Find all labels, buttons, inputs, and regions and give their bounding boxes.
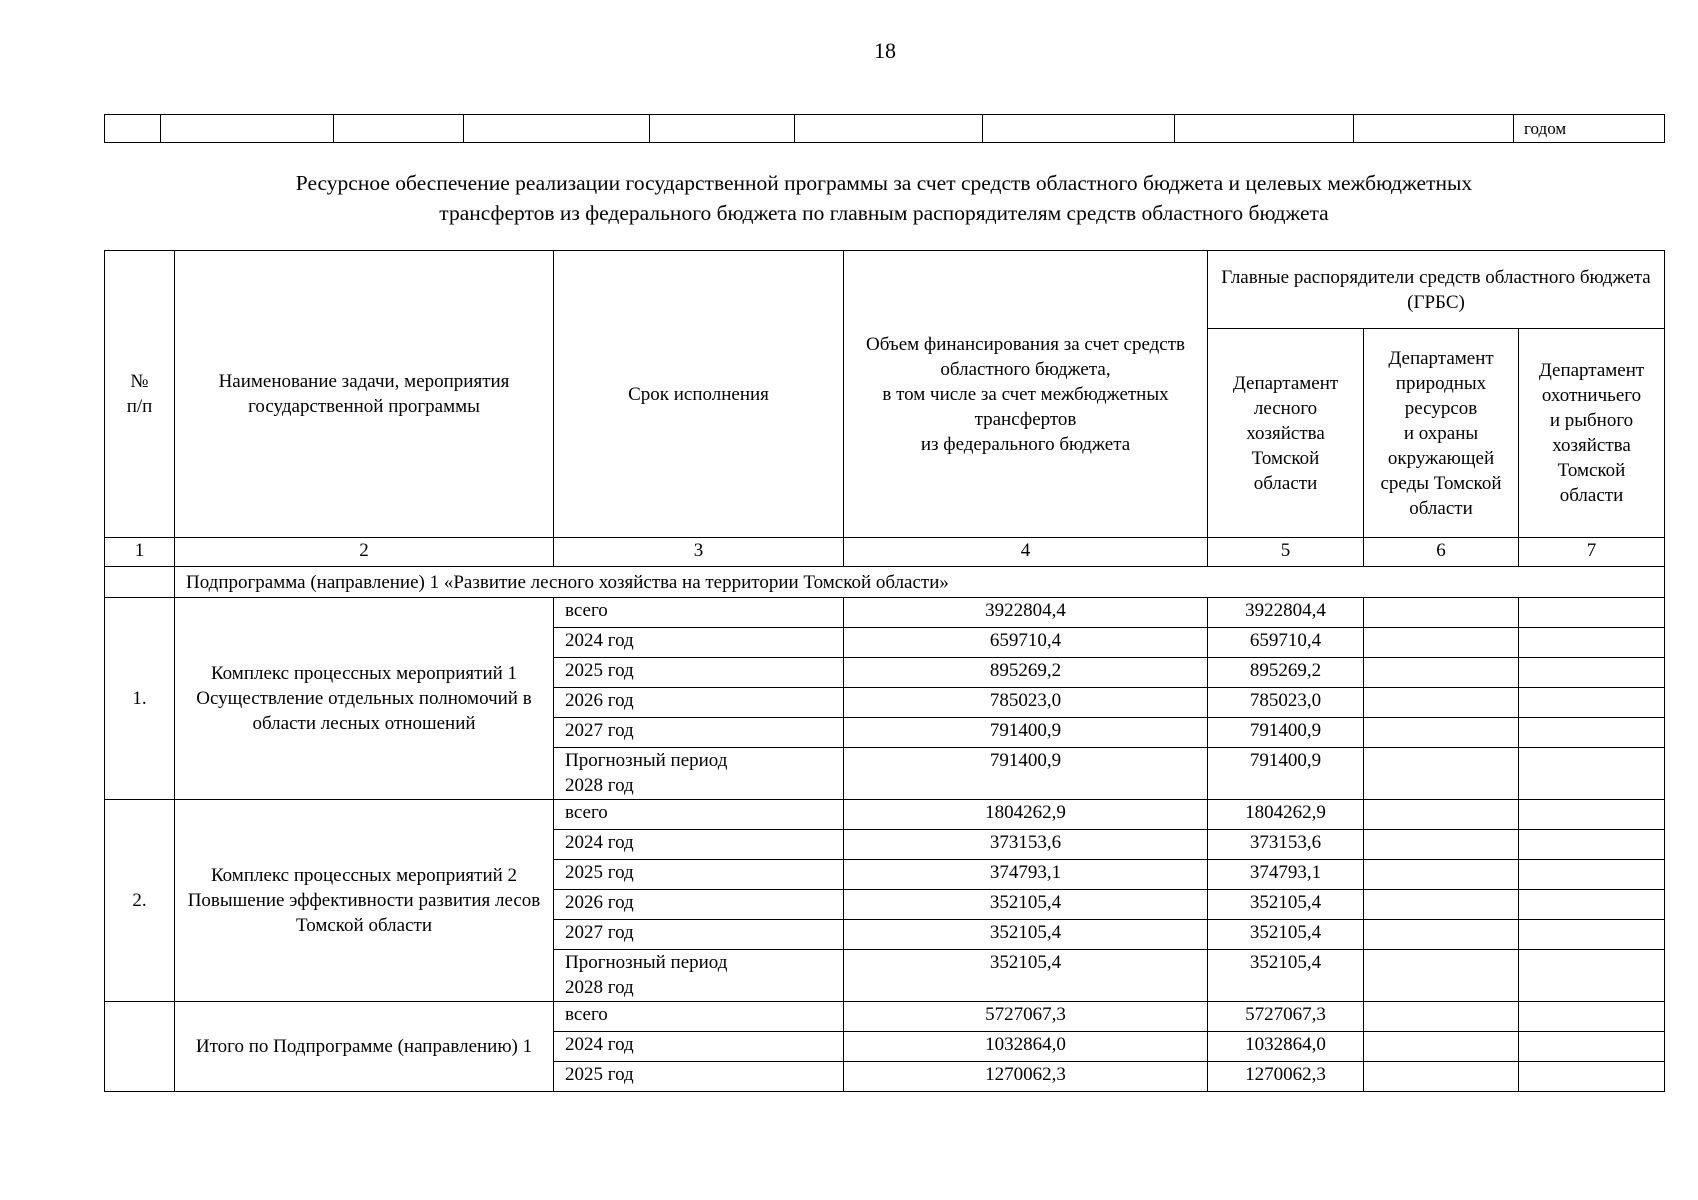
dept6-cell xyxy=(1364,950,1519,1002)
volume-cell: 352105,4 xyxy=(844,950,1208,1002)
dept5-cell: 373153,6 xyxy=(1208,830,1364,860)
volume-cell: 895269,2 xyxy=(844,658,1208,688)
period-cell: 2026 год xyxy=(554,688,844,718)
header-dept-5: Департамент лесного хозяйства Томской области xyxy=(1208,329,1364,538)
dept5-cell: 791400,9 xyxy=(1208,748,1364,800)
strip-cell xyxy=(1175,115,1354,143)
title-line-2: трансфертов из федерального бюджета по главным распорядителям средств областного бюджета xyxy=(439,201,1329,225)
dept5-cell: 352105,4 xyxy=(1208,890,1364,920)
dept7-cell xyxy=(1519,628,1665,658)
dept7-cell xyxy=(1519,800,1665,830)
subprogram-title: Подпрограмма (направление) 1 «Развитие лесного хозяйства на территории Томской области» xyxy=(175,567,1665,598)
volume-cell: 352105,4 xyxy=(844,890,1208,920)
column-number: 6 xyxy=(1364,538,1519,567)
dept6-cell xyxy=(1364,890,1519,920)
volume-cell: 352105,4 xyxy=(844,920,1208,950)
dept6-cell xyxy=(1364,1032,1519,1062)
strip-cell xyxy=(795,115,983,143)
dept7-cell xyxy=(1519,598,1665,628)
column-number: 4 xyxy=(844,538,1208,567)
period-cell: 2027 год xyxy=(554,718,844,748)
page-number: 18 xyxy=(874,38,896,63)
header-volume: Объем финансирования за счет средств областного бюджета, в том числе за счет межбюджетных трансфертов из федерального бюджета xyxy=(844,251,1208,538)
header-name: Наименование задачи, мероприятия государственной программы xyxy=(175,251,554,538)
table-row xyxy=(105,598,1665,628)
strip-last-cell: годом xyxy=(1514,115,1665,143)
period-cell: 2025 год xyxy=(554,1062,844,1092)
dept5-cell: 1270062,3 xyxy=(1208,1062,1364,1092)
dept7-cell xyxy=(1519,830,1665,860)
header-row xyxy=(105,251,1665,329)
dept5-cell: 1032864,0 xyxy=(1208,1032,1364,1062)
volume-cell: 1032864,0 xyxy=(844,1032,1208,1062)
strip-cell xyxy=(161,115,334,143)
volume-cell: 785023,0 xyxy=(844,688,1208,718)
dept7-cell xyxy=(1519,1062,1665,1092)
dept5-cell: 352105,4 xyxy=(1208,920,1364,950)
column-number: 1 xyxy=(105,538,175,567)
dept5-cell: 3922804,4 xyxy=(1208,598,1364,628)
table-row xyxy=(105,1002,1665,1032)
dept6-cell xyxy=(1364,920,1519,950)
dept5-cell: 5727067,3 xyxy=(1208,1002,1364,1032)
period-cell: 2024 год xyxy=(554,1032,844,1062)
dept6-cell xyxy=(1364,800,1519,830)
header-grbs: Главные распорядители средств областного бюджета (ГРБС) xyxy=(1208,251,1665,329)
volume-cell: 791400,9 xyxy=(844,718,1208,748)
dept7-cell xyxy=(1519,950,1665,1002)
period-cell: 2024 год xyxy=(554,628,844,658)
dept5-cell: 785023,0 xyxy=(1208,688,1364,718)
period-cell: всего xyxy=(554,1002,844,1032)
row-number: 2. xyxy=(105,800,175,1002)
dept7-cell xyxy=(1519,1002,1665,1032)
dept6-cell xyxy=(1364,688,1519,718)
dept5-cell: 659710,4 xyxy=(1208,628,1364,658)
dept6-cell xyxy=(1364,1002,1519,1032)
dept7-cell xyxy=(1519,688,1665,718)
dept6-cell xyxy=(1364,1062,1519,1092)
volume-cell: 373153,6 xyxy=(844,830,1208,860)
measure-name: Комплекс процессных мероприятий 2 Повышение эффективности развития лесов Томской области xyxy=(175,800,554,1002)
table-row xyxy=(105,800,1665,830)
dept7-cell xyxy=(1519,860,1665,890)
strip-cell xyxy=(650,115,795,143)
strip-cell xyxy=(334,115,464,143)
dept7-cell xyxy=(1519,1032,1665,1062)
volume-cell: 659710,4 xyxy=(844,628,1208,658)
volume-cell: 3922804,4 xyxy=(844,598,1208,628)
title-line-1: Ресурсное обеспечение реализации государственной программы за счет средств областного бюджета и целевых межбюджетных xyxy=(295,171,1473,195)
dept5-cell: 791400,9 xyxy=(1208,718,1364,748)
dept5-cell: 352105,4 xyxy=(1208,950,1364,1002)
dept7-cell xyxy=(1519,718,1665,748)
column-number: 2 xyxy=(175,538,554,567)
period-cell: всего xyxy=(554,598,844,628)
header-num: № п/п xyxy=(105,251,175,538)
dept6-cell xyxy=(1364,628,1519,658)
period-cell: 2024 год xyxy=(554,830,844,860)
row-number: 1. xyxy=(105,598,175,800)
period-cell: 2025 год xyxy=(554,860,844,890)
column-number-row xyxy=(105,538,1665,567)
strip-cell xyxy=(1354,115,1514,143)
dept7-cell xyxy=(1519,748,1665,800)
period-cell: Прогнозный период 2028 год xyxy=(554,950,844,1002)
row-number xyxy=(105,1002,175,1092)
volume-cell: 374793,1 xyxy=(844,860,1208,890)
strip-cell xyxy=(105,115,161,143)
header-term: Срок исполнения xyxy=(554,251,844,538)
strip-cell xyxy=(464,115,650,143)
dept6-cell xyxy=(1364,830,1519,860)
period-cell: 2025 год xyxy=(554,658,844,688)
volume-cell: 5727067,3 xyxy=(844,1002,1208,1032)
header-dept-7: Департамент охотничьего и рыбного хозяйства Томской области xyxy=(1519,329,1665,538)
dept6-cell xyxy=(1364,860,1519,890)
dept7-cell xyxy=(1519,890,1665,920)
volume-cell: 791400,9 xyxy=(844,748,1208,800)
dept5-cell: 1804262,9 xyxy=(1208,800,1364,830)
dept5-cell: 895269,2 xyxy=(1208,658,1364,688)
dept7-cell xyxy=(1519,920,1665,950)
column-number: 3 xyxy=(554,538,844,567)
measure-name: Итого по Подпрограмме (направлению) 1 xyxy=(175,1002,554,1092)
dept6-cell xyxy=(1364,658,1519,688)
column-number: 5 xyxy=(1208,538,1364,567)
top-strip-table xyxy=(104,114,1665,143)
period-cell: 2027 год xyxy=(554,920,844,950)
dept6-cell xyxy=(1364,598,1519,628)
volume-cell: 1270062,3 xyxy=(844,1062,1208,1092)
measure-name: Комплекс процессных мероприятий 1 Осуществление отдельных полномочий в области лесных отношений xyxy=(175,598,554,800)
header-dept-6: Департамент природных ресурсов и охраны окружающей среды Томской области xyxy=(1364,329,1519,538)
volume-cell: 1804262,9 xyxy=(844,800,1208,830)
subprogram-num-cell xyxy=(105,567,175,598)
column-number: 7 xyxy=(1519,538,1665,567)
period-cell: Прогнозный период 2028 год xyxy=(554,748,844,800)
dept5-cell: 374793,1 xyxy=(1208,860,1364,890)
strip-cell xyxy=(983,115,1175,143)
period-cell: всего xyxy=(554,800,844,830)
resource-table xyxy=(104,250,1665,1092)
dept7-cell xyxy=(1519,658,1665,688)
dept6-cell xyxy=(1364,718,1519,748)
period-cell: 2026 год xyxy=(554,890,844,920)
document-title xyxy=(104,168,1664,228)
dept6-cell xyxy=(1364,748,1519,800)
subprogram-row xyxy=(105,567,1665,598)
